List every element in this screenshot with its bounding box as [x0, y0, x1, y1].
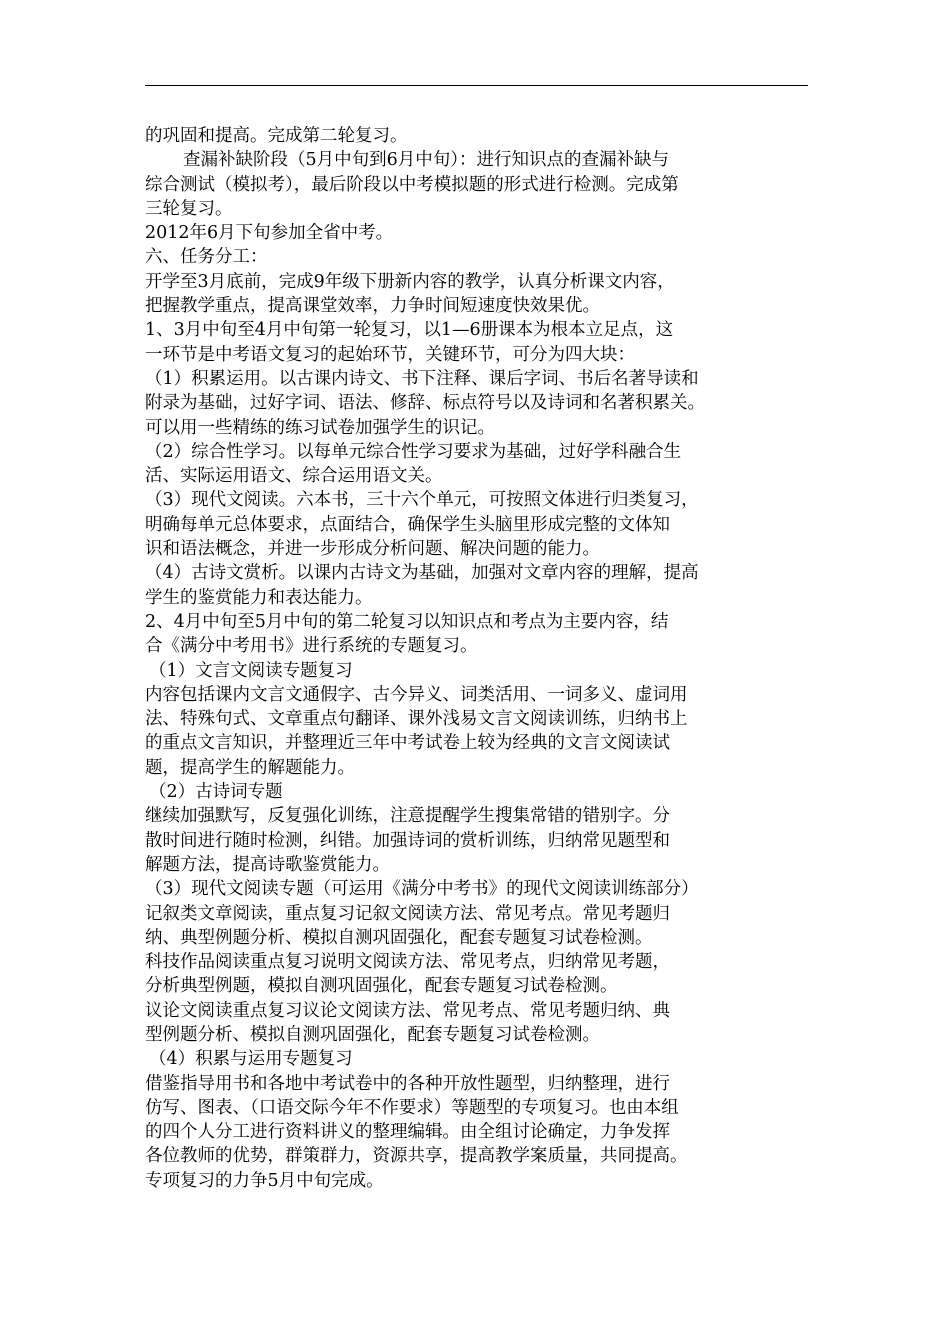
text-line: 附录为基础，过好字词、语法、修辞、标点符号以及诗词和名著积累关。: [145, 393, 705, 414]
text-line: 记叙类文章阅读，重点复习记叙文阅读方法、常见考点。常见考题归: [145, 903, 670, 924]
text-line: 题，提高学生的解题能力。: [145, 757, 355, 778]
text-line: 学生的鉴赏能力和表达能力。: [145, 587, 373, 608]
text-line: 议论文阅读重点复习议论文阅读方法、常见考点、常见考题归纳、典: [145, 1000, 670, 1021]
subsection-heading: （2）古诗词专题: [149, 782, 283, 803]
text-line: 把握教学重点，提高课堂效率，力争时间短速度快效果优。: [145, 296, 600, 317]
text-line: 的重点文言知识，并整理近三年中考试卷上较为经典的文言文阅读试: [145, 733, 670, 754]
text-line: 法、特殊句式、文章重点句翻译、课外浅易文言文阅读训练，归纳书上: [145, 709, 688, 730]
section-heading: 六、任务分工：: [145, 247, 268, 268]
text-line: 开学至3月底前，完成9年级下册新内容的教学，认真分析课文内容，: [145, 271, 675, 292]
text-line: 科技作品阅读重点复习说明文阅读方法、常见考点，归纳常见考题，: [145, 952, 670, 973]
text-line: 的巩固和提高。完成第二轮复习。: [145, 126, 408, 146]
text-line: 2012年6月下旬参加全省中考。: [145, 223, 394, 244]
text-line: 内容包括课内文言文通假字、古今异义、词类活用、一词多义、虚词用: [145, 684, 688, 705]
text-line: 1、3月中旬至4月中旬第一轮复习，以1—6册课本为根本立足点，这: [145, 320, 674, 341]
text-line: （2）综合性学习。以每单元综合性学习要求为基础，过好学科融合生: [145, 441, 682, 462]
text-line: 明确每单元总体要求，点面结合，确保学生头脑里形成完整的文体知: [145, 514, 670, 535]
text-line: 分析典型例题，模拟自测巩固强化，配套专题复习试卷检测。: [145, 976, 618, 997]
text-line: 散时间进行随时检测，纠错。加强诗词的赏析训练，归纳常见题型和: [145, 830, 670, 851]
text-line: 2、4月中旬至5月中旬的第二轮复习以知识点和考点为主要内容，结: [145, 611, 669, 632]
text-line: （4）古诗文赏析。以课内古诗文为基础，加强对文章内容的理解，提高: [145, 563, 699, 584]
text-line: 三轮复习。: [145, 198, 233, 219]
header-rule: [145, 85, 808, 86]
text-line: 可以用一些精练的练习试卷加强学生的识记。: [145, 417, 495, 438]
document-body: [145, 124, 815, 1193]
subsection-heading: （4）积累与运用专题复习: [149, 1049, 353, 1070]
text-line: 型例题分析、模拟自测巩固强化，配套专题复习试卷检测。: [145, 1024, 600, 1045]
text-line: 查漏补缺阶段（5月中旬到6月中旬）：进行知识点的查漏补缺与: [183, 150, 670, 171]
text-line: 各位教师的优势，群策群力，资源共享，提高教学案质量，共同提高。: [145, 1146, 688, 1167]
text-line: 一环节是中考语文复习的起始环节，关键环节，可分为四大块：: [145, 344, 635, 365]
text-line: 纳、典型例题分析、模拟自测巩固强化，配套专题复习试卷检测。: [145, 927, 653, 948]
text-line: 综合测试（模拟考），最后阶段以中考模拟题的形式进行检测。完成第: [145, 174, 679, 195]
text-line: 识和语法概念，并进一步形成分析问题、解决问题的能力。: [145, 539, 600, 560]
text-line: 的四个人分工进行资料讲义的整理编辑。由全组讨论确定，力争发挥: [145, 1122, 670, 1143]
text-line: 专项复习的力争5月中旬完成。: [145, 1170, 384, 1191]
text-line: 合《满分中考用书》进行系统的专题复习。: [145, 636, 478, 657]
text-line: 解题方法，提高诗歌鉴赏能力。: [145, 854, 390, 875]
text-line: 活、实际运用语文、综合运用语文关。: [145, 466, 443, 487]
text-line: 借鉴指导用书和各地中考试卷中的各种开放性题型，归纳整理，进行: [145, 1073, 670, 1094]
text-line: 仿写、图表、（口语交际今年不作要求）等题型的专项复习。也由本组: [145, 1097, 679, 1118]
subsection-heading: （1）文言文阅读专题复习: [149, 660, 353, 681]
text-line: （1）积累运用。以古课内诗文、书下注释、课后字词、书后名著导读和: [145, 368, 699, 389]
text-line: 继续加强默写，反复强化训练，注意提醒学生搜集常错的错别字。分: [145, 806, 670, 827]
text-line: （3）现代文阅读。六本书，三十六个单元，可按照文体进行归类复习，: [145, 490, 699, 511]
subsection-heading: （3）现代文阅读专题（可运用《满分中考书》的现代文阅读训练部分）: [145, 879, 699, 900]
